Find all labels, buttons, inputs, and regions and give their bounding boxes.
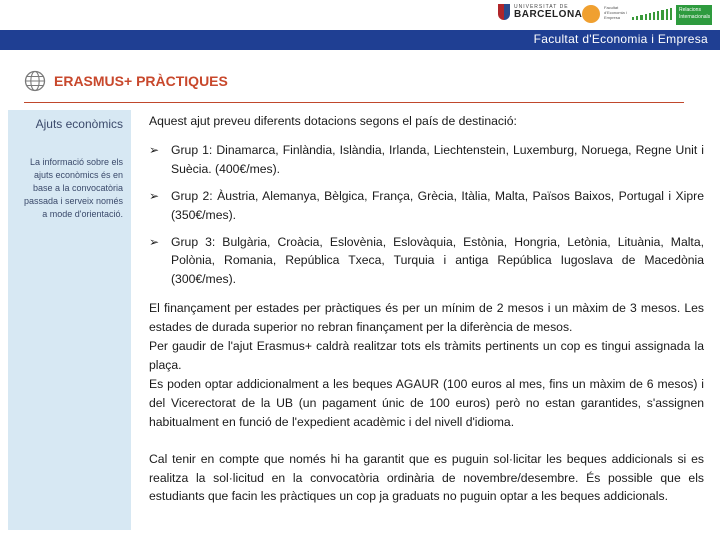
procedures-text: Per gaudir de l'ajut Erasmus+ caldrà realitzar tots els tràmits pertinents un cop es tingui assignada la plaça. [149, 339, 704, 372]
group-2-text: Grup 2: Àustria, Alemanya, Bèlgica, França, Grècia, Itàlia, Malta, Països Baixos, Portugal i Xipre (350€/mes). [171, 188, 704, 222]
list-item [149, 187, 704, 225]
university-name: BARCELONA [514, 8, 583, 20]
main-content [149, 112, 704, 506]
group-3-text: Grup 3: Bulgària, Croàcia, Eslovènia, Eslovàquia, Estònia, Hongria, Letònia, Lituània, Malta, Polònia, Romania, República Txeca, Turquia i antiga República Iugoslava de Macedònia (300€/mes). [171, 234, 704, 287]
arrow-bullet-icon: ➢ [149, 188, 160, 203]
globe-icon [24, 70, 46, 92]
country-groups-list [149, 141, 704, 289]
bars-logo-icon [632, 8, 672, 20]
additional-grants-text: Es poden optar addicionalment a les beques AGAUR (100 euros al mes, fins un màxim de 6 mesos) i del Vicerectorat de la UB (un pagament únic de 100 euros) però no estan garantides, s'assignen habitualment en funció de l'expedient acadèmic i del nivell d'idioma. [149, 376, 704, 429]
funding-duration-text: El finançament per estades per pràctiques és per un mínim de 2 mesos i un màxim de 3 mesos. Les estades de durada superior no rebran finançament per la diferència de mesos. [149, 301, 704, 335]
arrow-bullet-icon: ➢ [149, 234, 160, 249]
closing-note: Cal tenir en compte que només hi ha garantit que es puguin sol·licitar les beques addicionals si es realitza la sol·licitud en la convocatòria ordinària de novembre/desembre. És possible que els estudiants que facin les pràctiques un cop ja graduats no puguin optar a les beques addicionals. [149, 451, 704, 504]
university-small-label: UNIVERSITAT DE [514, 3, 569, 10]
faculty-logo-text: Facultat d'Economia i Empresa [604, 5, 627, 20]
header-logos [0, 0, 720, 30]
university-logo[interactable] [498, 4, 582, 20]
sidebar-title: Ajuts econòmics [35, 117, 123, 131]
faculty-name: Facultat d'Economia i Empresa [533, 32, 708, 46]
faculty-circle-icon [582, 5, 600, 23]
arrow-bullet-icon: ➢ [149, 142, 160, 157]
list-item [149, 233, 704, 290]
list-item [149, 141, 704, 179]
intro-text: Aquest ajut preveu diferents dotacions segons el país de destinació: [149, 114, 517, 128]
international-relations-logo[interactable]: Relacions Internacionals [676, 5, 712, 25]
group-1-text: Grup 1: Dinamarca, Finlàndia, Islàndia, Irlanda, Liechtenstein, Luxemburg, Noruega, Regne Unit i Suècia. (400€/mes). [171, 142, 704, 176]
sidebar-body: La informació sobre els ajuts econòmics és en base a la convocatòria passada i serveix només a mode d'orientació. [23, 157, 123, 220]
title-divider [24, 102, 684, 103]
sidebar-panel [8, 110, 131, 530]
section-title: ERASMUS+ PRÀCTIQUES [54, 73, 228, 89]
funding-paragraphs [149, 299, 704, 431]
faculty-bar [0, 30, 720, 50]
university-shield-icon [498, 4, 510, 20]
